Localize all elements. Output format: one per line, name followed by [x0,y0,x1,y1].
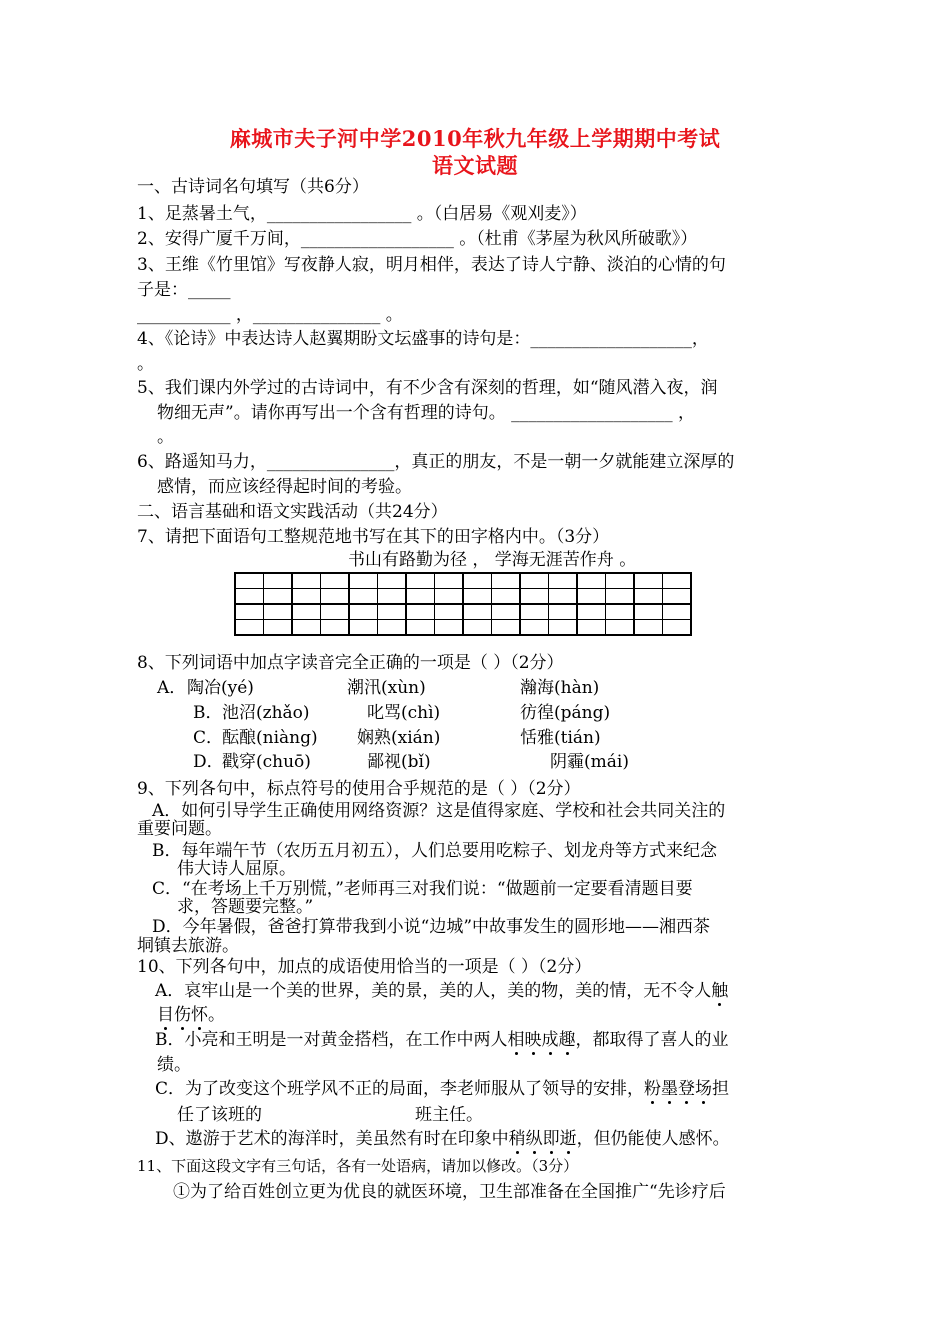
question-9: 9、下列各句中，标点符号的使用合乎规范的是（ ）（2分） [137,779,581,799]
question-6-line-1: 6、路遥知马力，_______________，真正的朋友，不是一朝一夕就能建立深厚的 [137,452,735,472]
q10-option-c-line-1: C．为了改变这个班学风不正的局面，李老师服从了领导的安排，粉墨登场担 [155,1079,730,1099]
q8-option-b-word-3: 彷徨(páng) [520,703,611,723]
dotted-char: 即 [542,1129,560,1149]
question-7: 7、请把下面语句工整规范地书写在其下的田字格内中。（3分） [137,527,610,547]
question-4-line-1: 4、《论诗》中表达诗人赵翼期盼文坛盛事的诗句是：___________________， [137,329,709,349]
dotted-char: 目 [157,1005,174,1025]
question-11-line-1: ①为了给百姓创立更为优良的就医环境，卫生部准备在全国推广“先诊疗后 [173,1182,726,1202]
q10-option-a-line-1: A．哀牢山是一个美的世界，美的景，美的人，美的物，美的情，无不令人触 [155,981,729,1001]
q8-option-d-label: D． [193,752,224,772]
q8-option-a-label: A． [157,678,187,698]
q10-d-dotted-idiom [509,1129,577,1149]
dotted-char: 伤 [174,1005,191,1025]
q10-option-d-line-1: D、遨游于艺术的海洋时，美虽然有时在印象中稍纵即逝，但仍能使人感怀。 [155,1129,730,1149]
dotted-char: 映 [524,1030,542,1050]
section-heading-2: 二、语言基础和语文实践活动（共24分） [137,502,448,522]
q8-option-b-word-2: 叱骂(chì) [367,703,441,723]
writing-grid[interactable] [234,572,692,636]
q10-a-dotted-idiom [157,1005,208,1025]
dotted-char: 登 [678,1079,696,1099]
question-10: 10、下列各句中，加点的成语使用恰当的一项是（ ）（2分） [137,957,592,977]
q8-option-c-word-2: 娴熟(xián) [357,728,441,748]
question-1: 1、足蒸暑土气，_________________ 。（白居易《观刈麦》） [137,204,587,224]
dotted-char: 怀 [191,1005,208,1025]
q9-option-a-line-2: 重要问题。 [137,819,222,839]
question-8: 8、下列词语中加点字读音完全正确的一项是（ ）（2分） [137,653,564,673]
q8-option-d-word-2: 鄙视(bǐ) [367,752,431,772]
q9-option-c-line-1: C．“在考场上千万别慌，”老师再三对我们说：“做题前一定要看清题目要 [152,879,693,899]
question-5-line-2: 物细无声”。请你再写出一个含有哲理的诗句。 ___________________ ， [157,403,695,423]
question-5-line-1: 5、我们课内外学过的古诗词中，有不少含有深刻的哲理，如“随风潜入夜，润 [137,378,718,398]
dotted-char: 成 [541,1030,559,1050]
question-3-line-1: 3、王维《竹里馆》写夜静人寂，明月相伴，表达了诗人宁静、淡泊的心情的句 [137,255,726,275]
question-11: 11、下面这段文字有三句话，各有一处语病，请加以修改。（3分） [137,1157,579,1175]
q9-option-a-line-1: A．如何引导学生正确使用网络资源？这是值得家庭、学校和社会共同关注的 [152,801,726,821]
q10-option-a-line-2: 目伤怀。 [157,1005,225,1025]
dotted-char: 逝 [559,1129,577,1149]
q10-a-dotted-char: 触 [711,981,729,1001]
dotted-char: 相 [507,1030,525,1050]
exam-subtitle: 语文试题 [432,153,518,178]
question-3-line-2: 子是：_____ [137,280,231,300]
section-heading-1: 一、古诗词名句填写（共6分） [137,177,369,197]
q9-option-c-line-2: 求，答题要完整。” [177,897,314,917]
question-7-phrase: 书山有路勤为径 ， 学海无涯苦作舟 。 [348,550,637,570]
q10-c-dotted-idiom [644,1079,712,1099]
q10-option-c-line-2b: 班主任。 [415,1105,483,1125]
q9-option-d-line-1: D．今年暑假，爸爸打算带我到小说“边城”中故事发生的圆形地——湘西茶 [152,917,711,937]
question-5-line-3: 。 [157,427,174,447]
q10-option-b-line-2: 绩。 [157,1055,191,1075]
q8-option-d-word-1: 戳穿(chuō) [222,752,311,772]
q8-option-a-word-1: 陶冶(yé) [187,678,254,698]
question-3-line-3: ___________ ，_______________ 。 [137,305,403,325]
q8-option-a-word-3: 瀚海(hàn) [520,678,600,698]
dotted-char: 趣 [558,1030,576,1050]
dotted-char: 场 [695,1079,713,1099]
q8-option-c-label: C． [193,728,224,748]
exam-title: 麻城市夫子河中学2010年秋九年级上学期期中考试 [229,126,721,151]
q10-option-c-line-2a: 任了该班的 [177,1105,262,1125]
q8-option-b-label: B． [193,703,223,723]
q9-option-d-line-2: 垌镇去旅游。 [137,936,239,956]
dotted-char: 粉 [644,1079,662,1099]
dotted-char: 纵 [525,1129,543,1149]
question-4-line-2: 。 [137,354,154,374]
q9-option-b-line-2: 伟大诗人屈原。 [177,859,296,879]
dotted-char: 墨 [661,1079,679,1099]
dotted-char: 稍 [508,1129,526,1149]
q8-option-a-word-2: 潮汛(xùn) [347,678,426,698]
q8-option-d-word-3: 阴霾(mái) [550,752,629,772]
q8-option-b-word-1: 池沼(zhǎo) [222,703,310,723]
q10-b-dotted-idiom [508,1030,576,1050]
q10-option-b-line-1: B．小亮和王明是一对黄金搭档，在工作中两人相映成趣，都取得了喜人的业 [155,1030,729,1050]
question-6-line-2: 感情，而应该经得起时间的考验。 [157,477,412,497]
q8-option-c-word-3: 恬雅(tián) [520,728,601,748]
question-2: 2、安得广厦千万间，__________________ 。（杜甫《茅屋为秋风所破歌》） [137,229,698,249]
q8-option-c-word-1: 酝酿(niàng) [222,728,318,748]
q9-option-b-line-1: B．每年端午节（农历五月初五），人们总要用吃粽子、划龙舟等方式来纪念 [152,841,717,861]
